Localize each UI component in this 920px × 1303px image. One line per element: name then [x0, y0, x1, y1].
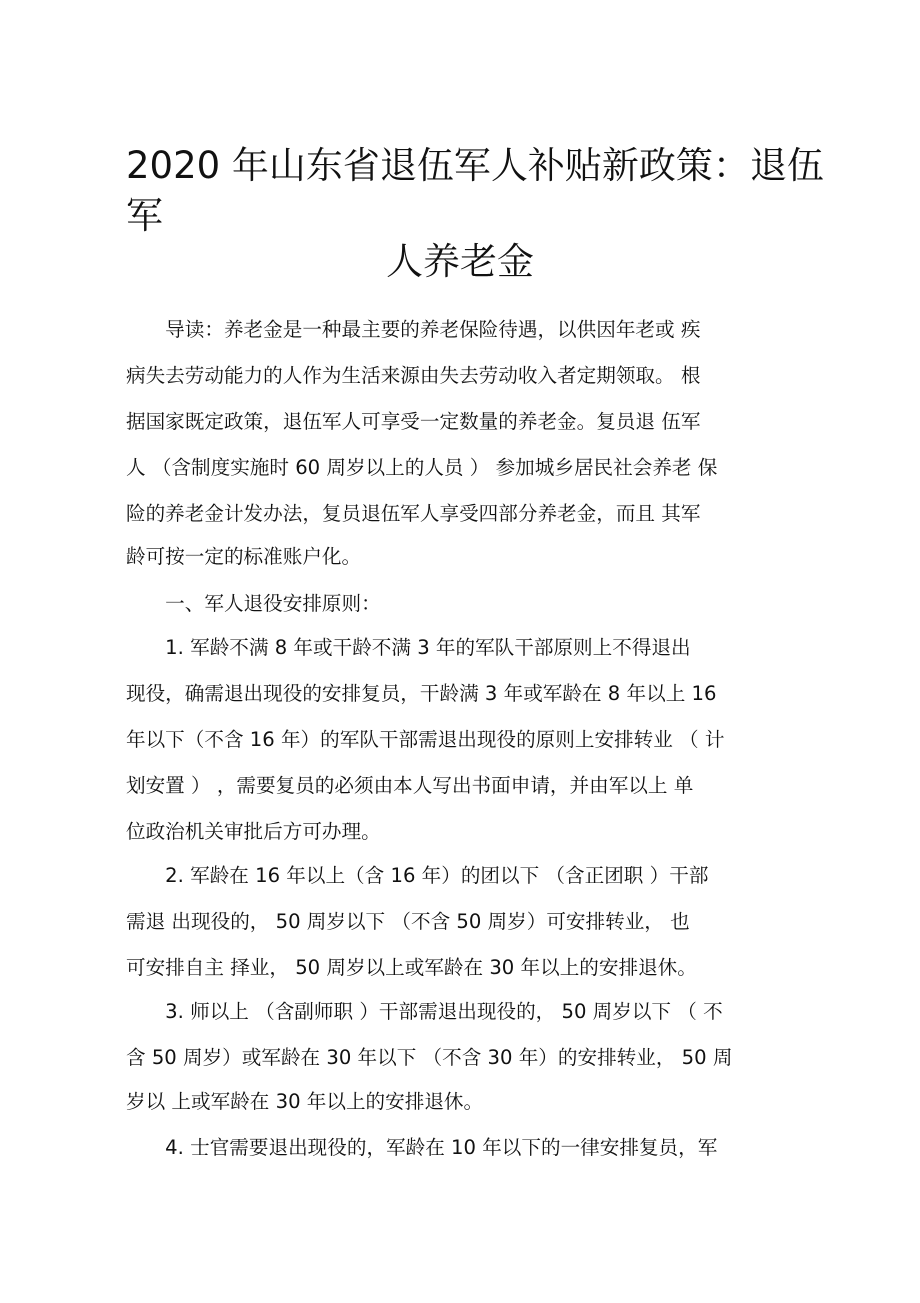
body-line: 可安排自主 择业， 50 周岁以上或军龄在 30 年以上的安排退休。: [126, 956, 697, 979]
body-line: 据国家既定政策，退伍军人可享受一定数量的养老金。复员退 伍军: [126, 410, 701, 433]
body-line: 需退 出现役的， 50 周岁以下 （不含 50 周岁）可安排转业， 也: [126, 910, 690, 933]
body-line: 年以下（不含 16 年）的军队干部需退出现役的原则上安排转业 （ 计: [126, 728, 725, 751]
document-title-line-2: 军: [126, 194, 163, 237]
document-title-line-3: 人养老金: [386, 240, 534, 283]
body-line: 岁以 上或军龄在 30 年以上的安排退休。: [126, 1090, 484, 1113]
body-line: 含 50 周岁）或军龄在 30 年以下 （不含 30 年）的安排转业， 50 周: [126, 1046, 733, 1069]
body-line: 病失去劳动能力的人作为生活来源由失去劳动收入者定期领取。 根: [126, 364, 701, 387]
body-line: 3. 师以上 （含副师职 ）干部需退出现役的， 50 周岁以下 （ 不: [126, 1000, 723, 1023]
body-line: 划安置 ） ，需要复员的必须由本人写出书面申请，并由军以上 单: [126, 774, 694, 797]
body-line: 险的养老金计发办法，复员退伍军人享受四部分养老金，而且 其军: [126, 502, 701, 525]
body-line: 1. 军龄不满 8 年或干龄不满 3 年的军队干部原则上不得退出: [126, 636, 691, 659]
body-line: 4. 士官需要退出现役的，军龄在 10 年以下的一律安排复员，军: [126, 1136, 718, 1159]
body-line: 2. 军龄在 16 年以上（含 16 年）的团以下 （含正团职 ）干部: [126, 864, 709, 887]
body-line: 人 （含制度实施时 60 周岁以上的人员 ） 参加城乡居民社会养老 保: [126, 456, 718, 479]
body-line: 位政治机关审批后方可办理。: [126, 820, 381, 843]
body-line: 龄可按一定的标准账户化。: [126, 545, 362, 568]
body-line: 导读：养老金是一种最主要的养老保险待遇，以供因年老或 疾: [126, 318, 701, 341]
section-heading: 一、军人退役安排原则：: [126, 592, 381, 615]
document-title-line-1: 2020 年山东省退伍军人补贴新政策：退伍: [126, 144, 824, 187]
body-line: 现役，确需退出现役的安排复员，干龄满 3 年或军龄在 8 年以上 16: [126, 682, 717, 705]
